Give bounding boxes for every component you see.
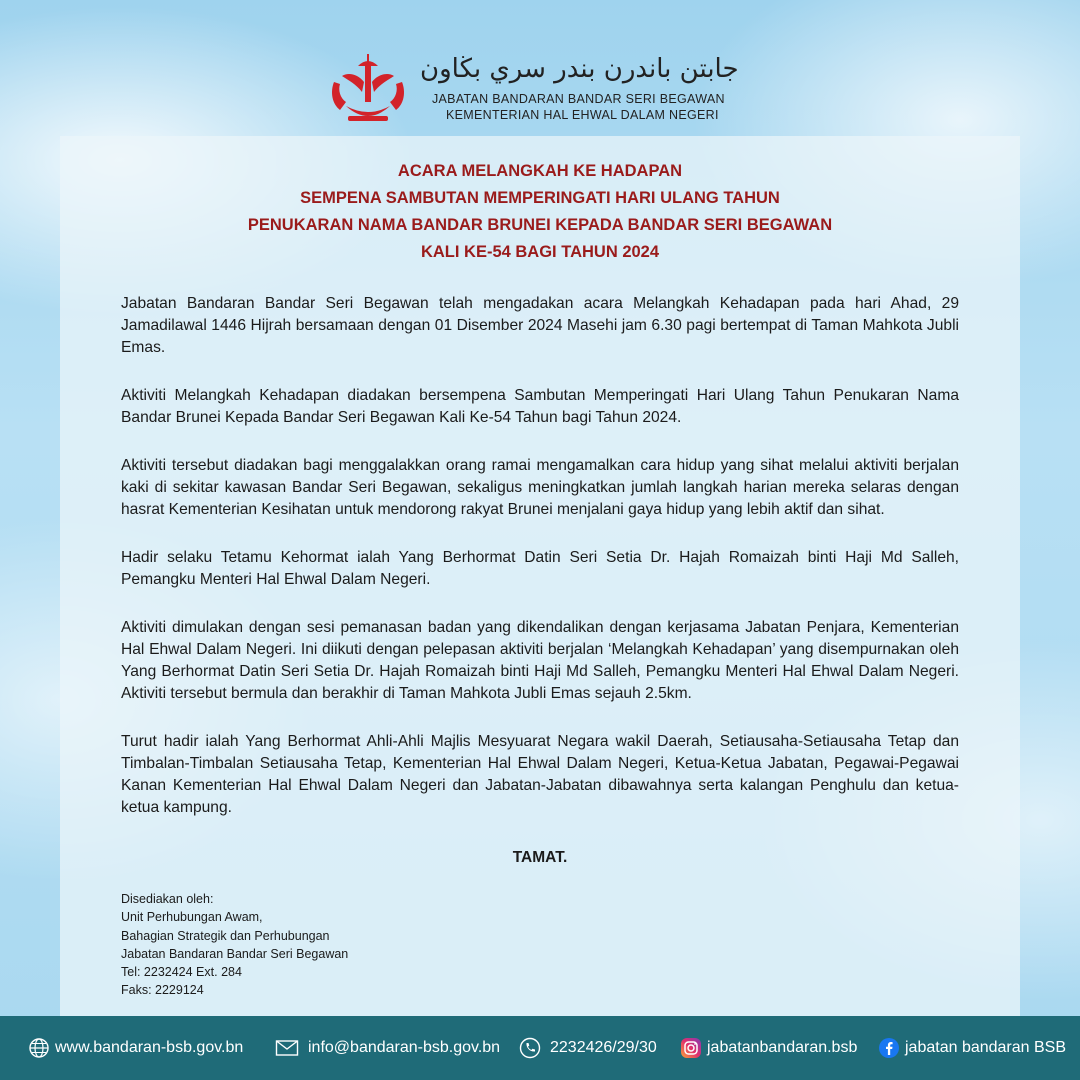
contact-footer: [0, 1016, 1080, 1080]
prepared-by-line: Tel: 2232424 Ext. 284: [121, 965, 242, 980]
body-paragraph: Aktiviti tersebut diadakan bagi menggalakkan orang ramai mengamalkan cara hidup yang sihat melalui aktiviti berjalan kaki di sekitar kawasan Bandar Seri Begawan, sekaligus meningkatkan jumlah langkah harian mereka selaras dengan hasrat Kementerian Kesihatan untuk mendorong rakyat Brunei menjalani gaya hidup yang lebih aktif dan sihat.: [121, 457, 959, 518]
title-line: SEMPENA SAMBUTAN MEMPERINGATI HARI ULANG TAHUN: [300, 189, 780, 207]
title-line: KALI KE-54 BAGI TAHUN 2024: [420, 243, 660, 261]
prepared-by-line: Disediakan oleh:: [121, 892, 214, 906]
prepared-by-line: Jabatan Bandaran Bandar Seri Begawan: [121, 946, 349, 961]
phone-text: 2232426/29/30: [550, 1039, 657, 1056]
instagram-text: jabatanbandaran.bsb: [707, 1039, 858, 1056]
facebook-text: jabatan bandaran BSB: [905, 1039, 1067, 1056]
phone-icon: [519, 1037, 541, 1059]
website-text: www.bandaran-bsb.gov.bn: [55, 1039, 244, 1056]
brunei-crest-icon: [328, 52, 408, 126]
title-line: ACARA MELANGKAH KE HADAPAN: [397, 162, 683, 180]
email-text: info@bandaran-bsb.gov.bn: [308, 1039, 501, 1056]
instagram-link[interactable]: [680, 1037, 857, 1059]
body-paragraph: Jabatan Bandaran Bandar Seri Begawan telah mengadakan acara Melangkah Kehadapan pada hari Ahad, 29 Jamadilawal 1446 Hijrah bersamaan dengan 01 Disember 2024 Masehi jam 6.30 pagi bertempat di Taman Mahkota Jubli Emas.: [121, 295, 959, 356]
prepared-by-line: Faks: 2229124: [121, 983, 204, 998]
end-mark: TAMAT.: [512, 849, 568, 866]
facebook-icon: [878, 1037, 900, 1059]
press-release-panel: [60, 136, 1020, 1016]
body-paragraph: Aktiviti dimulakan dengan sesi pemanasan badan yang dikendalikan dengan kerjasama Jabatan Penjara, Kementerian Hal Ehwal Dalam Negeri. Ini diikuti dengan pelepasan aktiviti berjalan ‘Melangkah Kehadapan’ yang disempurnakan oleh Yang Berhormat Datin Seri Setia Dr. Hajah Romaizah binti Haji Md Salleh, Pemangku Menteri Hal Ehwal Dalam Negeri. Aktiviti tersebut bermula dan berakhir di Taman Mahkota Jubli Emas sejauh 2.5km.: [121, 619, 959, 702]
press-release-title: [60, 158, 1020, 266]
body-paragraph: Turut hadir ialah Yang Berhormat Ahli-Ahli Majlis Mesyuarat Negara wakil Daerah, Setiausaha-Setiausaha Tetap dan Timbalan-Timbalan Setiausaha Tetap, Kementerian Hal Ehwal Dalam Negeri, Ketua-Ketua Jabatan, Pegawai-Pegawai Kanan Kementerian Hal Ehwal Dalam Negeri dan Jabatan-Jabatan dibawahnya serta kalangan Penghulu dan ketua-ketua kampung.: [121, 733, 959, 816]
prepared-by-block: [121, 890, 348, 1000]
phone-link[interactable]: [519, 1037, 657, 1059]
website-link[interactable]: [28, 1037, 243, 1059]
body-paragraph: Aktiviti Melangkah Kehadapan diadakan bersempena Sambutan Memperingati Hari Ulang Tahun Penukaran Nama Bandar Brunei Kepada Bandar Seri Begawan Kali Ke-54 Tahun bagi Tahun 2024.: [121, 387, 959, 426]
department-name: JABATAN BANDARAN BANDAR SERI BEGAWAN: [432, 92, 725, 106]
title-line: PENUKARAN NAMA BANDAR BRUNEI KEPADA BANDAR SERI BEGAWAN: [247, 216, 833, 234]
body-paragraph: Hadir selaku Tetamu Kehormat ialah Yang Berhormat Datin Seri Setia Dr. Hajah Romaizah binti Haji Md Salleh, Pemangku Menteri Hal Ehwal Dalam Negeri.: [121, 549, 959, 588]
instagram-icon: [680, 1037, 702, 1059]
mail-icon: [275, 1038, 299, 1058]
department-name-jawi: جابتن باندرن بندر سري بڬاون: [420, 54, 739, 84]
press-release-body: [121, 293, 959, 845]
ministry-name: KEMENTERIAN HAL EHWAL DALAM NEGERI: [446, 108, 719, 122]
globe-icon: [28, 1037, 50, 1059]
prepared-by-line: Bahagian Strategik dan Perhubungan: [121, 928, 330, 943]
prepared-by-line: Unit Perhubungan Awam,: [121, 910, 263, 925]
email-link[interactable]: [275, 1037, 500, 1059]
facebook-link[interactable]: [878, 1037, 1066, 1059]
header-logo-block: [328, 52, 768, 126]
